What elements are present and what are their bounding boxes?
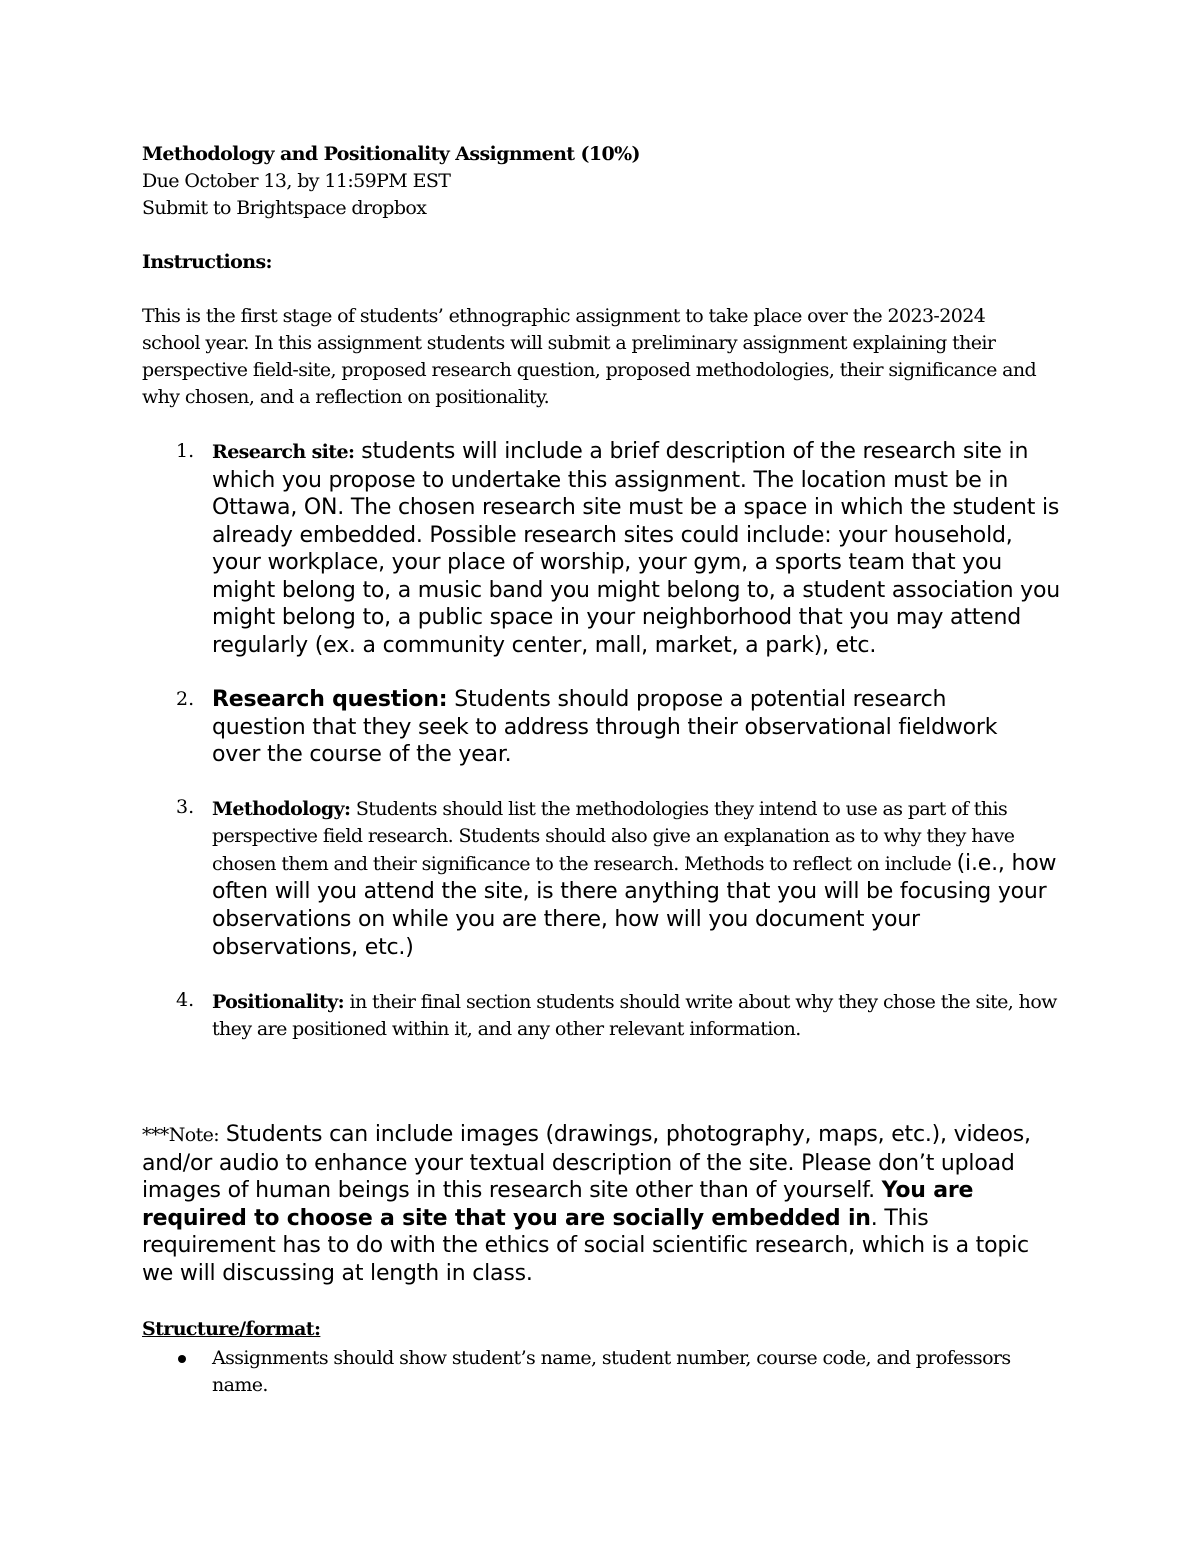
item-text: students will include a brief description of the research site in which you propose to undertake this assignment. The location must be in Ottawa, ON. The chosen research site must be a space in which the student is already embedded. Possible research sites could include: your household, your workplace, your place of worship, your gym, a sports team that you might belong to, a music band you might belong to, a student association you might belong to, a public space in your neighborhood that you may attend regularly (ex. a community center, mall, market, a park), etc. bbox=[212, 439, 1060, 658]
assignment-components-list bbox=[142, 438, 1062, 1043]
list-number: 1. bbox=[176, 440, 195, 462]
item-label: Methodology: bbox=[212, 797, 351, 820]
due-date: Due October 13, by 11:59PM EST bbox=[142, 170, 451, 192]
note-text: Students can include images (drawings, photography, maps, etc.), videos, and/or audio to enhance your textual description of the site. Please don’t upload images of human beings in this research site other than of yourself. bbox=[142, 1122, 1031, 1203]
structure-bullet-list bbox=[142, 1345, 1062, 1399]
item-label: Research site: bbox=[212, 441, 355, 463]
bullet-text: Assignments should show student’s name, student number, course code, and professors name. bbox=[212, 1347, 1011, 1396]
note-text-ethics: . This requirement has to do with the ethics of social scientific research, which is a topic we will discussing at length in class. bbox=[142, 1205, 1029, 1286]
bullet-item bbox=[142, 1345, 1062, 1399]
list-item-methodology bbox=[142, 796, 1062, 962]
list-number: 2. bbox=[176, 688, 195, 710]
item-label: Positionality: bbox=[212, 990, 345, 1013]
list-item-research-site bbox=[142, 438, 1062, 659]
item-text: in their final section students should write about why they chose the site, how they are positioned within it, and any other relevant information. bbox=[212, 990, 1057, 1040]
item-text: Students should list the methodologies they intend to use as part of this perspective field research. Students should also give an explanation as to why they have chosen them and their significance to the research. Methods to reflect on include bbox=[212, 797, 1015, 875]
structure-heading: Structure/format: bbox=[142, 1318, 321, 1340]
submission-info: Submit to Brightspace dropbox bbox=[142, 197, 427, 219]
list-item-positionality bbox=[142, 989, 1062, 1043]
instructions-heading: Instructions: bbox=[142, 251, 272, 273]
document-page bbox=[142, 141, 1062, 1396]
list-number: 3. bbox=[176, 795, 195, 818]
item-text: Students should propose a potential research question that they seek to address through their observational fieldwork over the course of the year. bbox=[212, 687, 998, 767]
note-label: ***Note: bbox=[142, 1124, 220, 1146]
item-text-examples: (i.e., how often will you attend the site, is there anything that you will be focusing your observations on while you are there, how will you document your observations, etc.) bbox=[212, 850, 1057, 960]
list-item-research-question bbox=[142, 686, 1032, 769]
assignment-header bbox=[142, 141, 1062, 222]
item-label: Research question: bbox=[212, 687, 448, 712]
bullet-icon bbox=[178, 1355, 186, 1363]
list-number: 4. bbox=[176, 988, 195, 1011]
note-paragraph bbox=[142, 1121, 1052, 1287]
intro-paragraph: This is the first stage of students’ ethnographic assignment to take place over the 2023-2024 school year. In this assignment students will submit a preliminary assignment explaining their perspective field-site, proposed research question, proposed methodologies, their significance and why chosen, and a reflection on positionality. bbox=[142, 305, 1037, 408]
note-requirement: You are required to choose a site that you are socially embedded in bbox=[142, 1178, 974, 1231]
assignment-title: Methodology and Positionality Assignment (10%) bbox=[142, 143, 640, 165]
